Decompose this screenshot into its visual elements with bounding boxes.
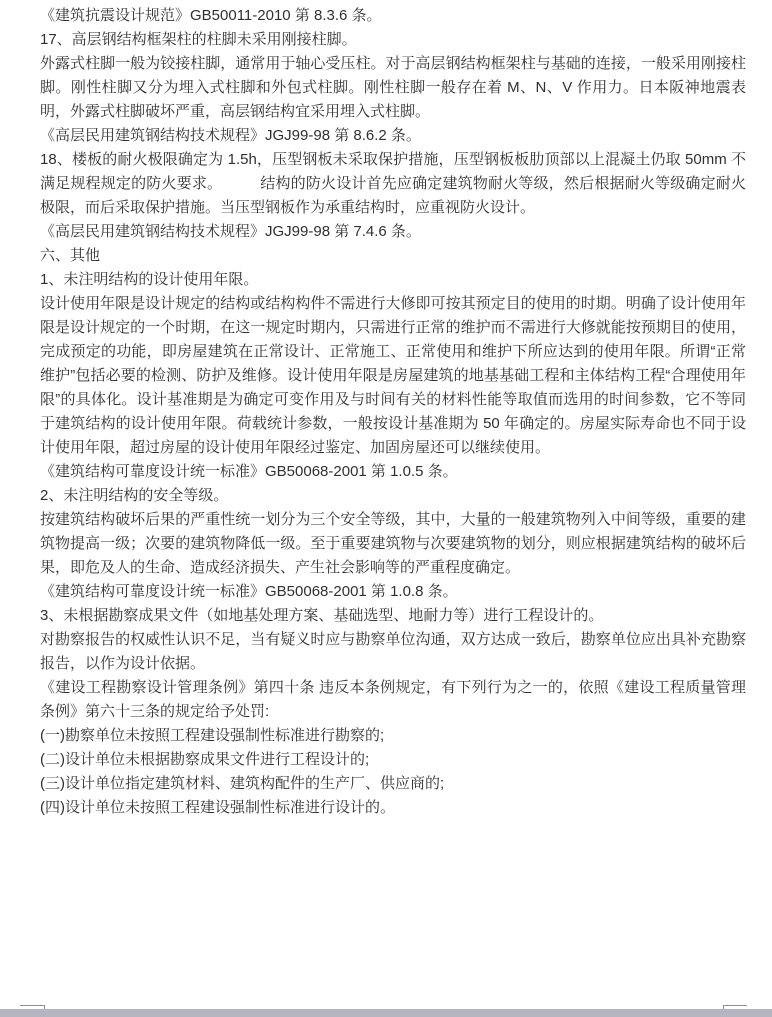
paragraph: 2、未注明结构的安全等级。	[40, 487, 229, 504]
paragraph: 设计使用年限是设计规定的结构或结构构件不需进行大修即可按其预定目的使用的时期。明确了设计使用年限是设计规定的一个时期，在这一规定时期内，只需进行正常的维护而不需进行大修就能按预期目的使用，完成预定的功能，即房屋建筑在正常设计、正常施工、正常使用和维护下所应达到的使用年限。所谓“正常维护”包括必要的检测、防护及维修。设计使用年限是房屋建筑的地基基础工程和主体结构工程“合理使用年限”的具体化。设计基准期是为确定可变作用及与时间有关的材料性能等取值而选用的时间参数，它不等同于建筑结构的设计使用年限。荷载统计参数，一般按设计基准期为 50 年确定的。房屋实际寿命也不同于设计使用年限，超过房屋的设计使用年限经过鉴定、加固房屋还可以继续使用。	[40, 295, 746, 456]
paragraph: 外露式柱脚一般为铰接柱脚，通常用于轴心受压柱。对于高层钢结构框架柱与基础的连接，一般采用刚接柱脚。刚性柱脚又分为埋入式柱脚和外包式柱脚。刚性柱脚一般存在着 M、N、V 作用力。日本阪神地震表明，外露式柱脚破坏严重，高层钢结构宜采用埋入式柱脚。	[40, 55, 746, 120]
paragraph: (三)设计单位指定建筑材料、建筑构配件的生产厂、供应商的;	[40, 775, 445, 792]
paragraph: 3、未根据勘察成果文件（如地基处理方案、基础选型、地耐力等）进行工程设计的。	[40, 607, 604, 624]
paragraph: 《建筑抗震设计规范》GB50011-2010 第 8.3.6 条。	[40, 7, 382, 24]
paragraph: 按建筑结构破坏后果的严重性统一划分为三个安全等级，其中，大量的一般建筑物列入中间等级，重要的建筑物提高一级；次要的建筑物降低一级。至于重要建筑物与次要建筑物的划分，则应根据建筑结构的破坏后果，即危及人的生命、造成经济损失、产生社会影响等的严重程度确定。	[40, 511, 746, 576]
paragraph: 1、未注明结构的设计使用年限。	[40, 271, 259, 288]
paragraph: (二)设计单位未根据勘察成果文件进行工程设计的;	[40, 751, 370, 768]
document-page	[40, 4, 746, 820]
paragraph: 18、楼板的耐火极限确定为 1.5h，压型钢板未采取保护措施，压型钢板板肋顶部以上混凝土仍取 50mm 不满足规程规定的防火要求。 结构的防火设计首先应确定建筑物耐火等级，然后根据耐火等级确定耐火极限，而后采取保护措施。当压型钢板作为承重结构时，应重视防火设计。	[40, 151, 746, 216]
paragraph: 六、其他	[40, 247, 101, 264]
paragraph: 《建设工程勘察设计管理条例》第四十条 违反本条例规定，有下列行为之一的，依照《建设工程质量管理条例》第六十三条的规定给予处罚:	[40, 679, 746, 720]
paragraph: 《建筑结构可靠度设计统一标准》GB50068-2001 第 1.0.8 条。	[40, 583, 458, 600]
paragraph: (四)设计单位未按照工程建设强制性标准进行设计的。	[40, 799, 395, 816]
paragraph: 《建筑结构可靠度设计统一标准》GB50068-2001 第 1.0.5 条。	[40, 463, 458, 480]
paragraph: 《高层民用建筑钢结构技术规程》JGJ99-98 第 8.6.2 条。	[40, 127, 421, 144]
document-body	[40, 4, 746, 820]
horizontal-scrollbar[interactable]	[0, 1009, 772, 1017]
paragraph: 17、高层钢结构框架柱的柱脚未采用刚接柱脚。	[40, 31, 357, 48]
paragraph: (一)勘察单位未按照工程建设强制性标准进行勘察的;	[40, 727, 385, 744]
paragraph: 对勘察报告的权威性认识不足，当有疑义时应与勘察单位沟通，双方达成一致后，勘察单位应出具补充勘察报告，以作为设计依据。	[40, 631, 746, 672]
paragraph: 《高层民用建筑钢结构技术规程》JGJ99-98 第 7.4.6 条。	[40, 223, 421, 240]
